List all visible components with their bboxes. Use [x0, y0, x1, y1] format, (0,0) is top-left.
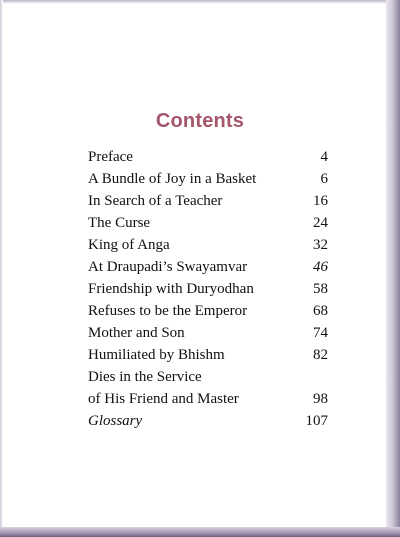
page-edge-right: [386, 0, 400, 537]
toc-entry-page: 24: [313, 215, 328, 231]
toc-entry-page: 46: [313, 259, 328, 275]
toc-entry-label: At Draupadi’s Swayamvar: [88, 259, 248, 275]
toc-entry-label: Dies in the Service: [88, 369, 202, 385]
page-edge-bottom: [0, 527, 400, 537]
toc-entry-label: In Search of a Teacher: [88, 193, 223, 209]
toc-entry-label: Friendship with Duryodhan: [88, 281, 254, 297]
toc-entry: [88, 344, 328, 366]
toc-entry-page: 4: [320, 149, 328, 165]
toc-entry-page: 98: [313, 391, 328, 407]
toc-entry-page: 32: [313, 237, 328, 253]
toc-entry-page: 68: [313, 303, 328, 319]
table-of-contents: [88, 146, 328, 432]
page-edge-top: [0, 0, 400, 4]
toc-entry-label: A Bundle of Joy in a Basket: [88, 171, 257, 187]
toc-entry: [88, 190, 328, 212]
toc-entry-label: of His Friend and Master: [88, 391, 239, 407]
toc-entry: [88, 234, 328, 256]
toc-entry-page: 16: [313, 193, 328, 209]
toc-entry-label: King of Anga: [88, 237, 170, 253]
toc-entry-page: 107: [305, 413, 328, 429]
toc-entry: [88, 278, 328, 300]
toc-entry-page: 74: [313, 325, 328, 341]
toc-entry-label: Preface: [88, 149, 133, 165]
toc-entry: [88, 410, 328, 432]
toc-entry: [88, 322, 328, 344]
toc-entry-page: 58: [313, 281, 328, 297]
toc-entry: [88, 388, 328, 410]
page-title: Contents: [155, 110, 245, 132]
page-edge-left: [0, 0, 3, 537]
toc-entry-label: The Curse: [88, 215, 151, 231]
toc-entry-label: Refuses to be the Emperor: [88, 303, 248, 319]
toc-entry-label: Humiliated by Bhishm: [88, 347, 225, 363]
toc-entry: [88, 212, 328, 234]
toc-entry: [88, 168, 328, 190]
toc-entry: [88, 300, 328, 322]
toc-entry: [88, 146, 328, 168]
toc-entry: [88, 256, 328, 278]
toc-entry-page: 6: [320, 171, 328, 187]
toc-entry-label: Mother and Son: [88, 325, 185, 341]
toc-entry: [88, 366, 328, 388]
toc-entry-page: 82: [313, 347, 328, 363]
toc-entry-label: Glossary: [88, 413, 143, 429]
